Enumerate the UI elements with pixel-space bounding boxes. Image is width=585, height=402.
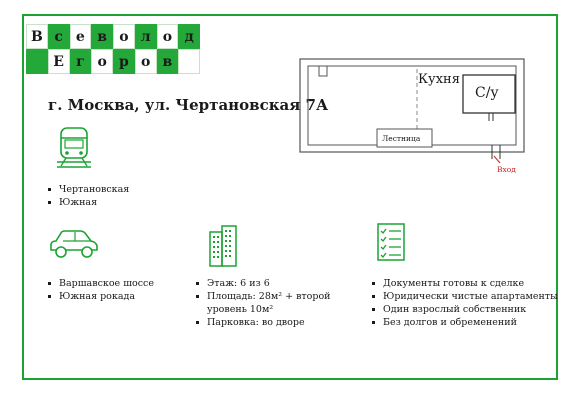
building-icon — [208, 224, 238, 268]
logo-letter-cell — [26, 49, 48, 74]
car-icon — [47, 228, 99, 262]
logo-letter-cell: о — [157, 24, 179, 49]
logo-letter-cell: о — [135, 49, 157, 74]
kitchen-label: Кухня — [418, 72, 460, 87]
logo-letter-cell: л — [135, 24, 157, 49]
logo — [26, 24, 200, 74]
logo-letter-cell: Е — [48, 49, 70, 74]
list-item: Варшавское шоссе — [48, 277, 154, 290]
list-item: Парковка: во дворе — [196, 316, 336, 329]
logo-letter-cell: с — [48, 24, 70, 49]
documents-list — [372, 277, 558, 329]
logo-letter-cell: о — [91, 49, 113, 74]
apartment-details-list — [196, 277, 336, 329]
logo-letter-cell: д — [178, 24, 200, 49]
logo-letter-cell — [178, 49, 200, 74]
bathroom-label: С/у — [475, 85, 499, 101]
metro-stations-list — [48, 183, 129, 209]
list-item: Южная — [48, 196, 129, 209]
list-item: Этаж: 6 из 6 — [196, 277, 336, 290]
roads-list — [48, 277, 154, 303]
logo-letter-cell: о — [113, 24, 135, 49]
list-item: Южная рокада — [48, 290, 154, 303]
list-item: Юридически чистые апартаменты — [372, 290, 558, 303]
train-icon — [57, 126, 91, 172]
logo-letter-cell: е — [70, 24, 92, 49]
list-item: Чертановская — [48, 183, 129, 196]
logo-row-first-name — [26, 24, 200, 49]
logo-letter-cell: В — [26, 24, 48, 49]
list-item: Без долгов и обременений — [372, 316, 558, 329]
logo-letter-cell: в — [91, 24, 113, 49]
logo-row-last-name — [26, 49, 200, 74]
checklist-icon — [376, 222, 406, 262]
floor-plan — [297, 57, 527, 177]
address-title: г. Москва, ул. Чертановская 7А — [48, 96, 329, 114]
logo-letter-cell: р — [113, 49, 135, 74]
list-item: Один взрослый собственник — [372, 303, 558, 316]
logo-letter-cell: г — [70, 49, 92, 74]
logo-letter-cell: в — [157, 49, 179, 74]
list-item: Документы готовы к сделке — [372, 277, 558, 290]
entrance-label: Вход — [497, 165, 516, 174]
list-item: Площадь: 28м² + второй уровень 10м² — [196, 290, 336, 316]
stairs-label: Лестница — [382, 134, 421, 143]
